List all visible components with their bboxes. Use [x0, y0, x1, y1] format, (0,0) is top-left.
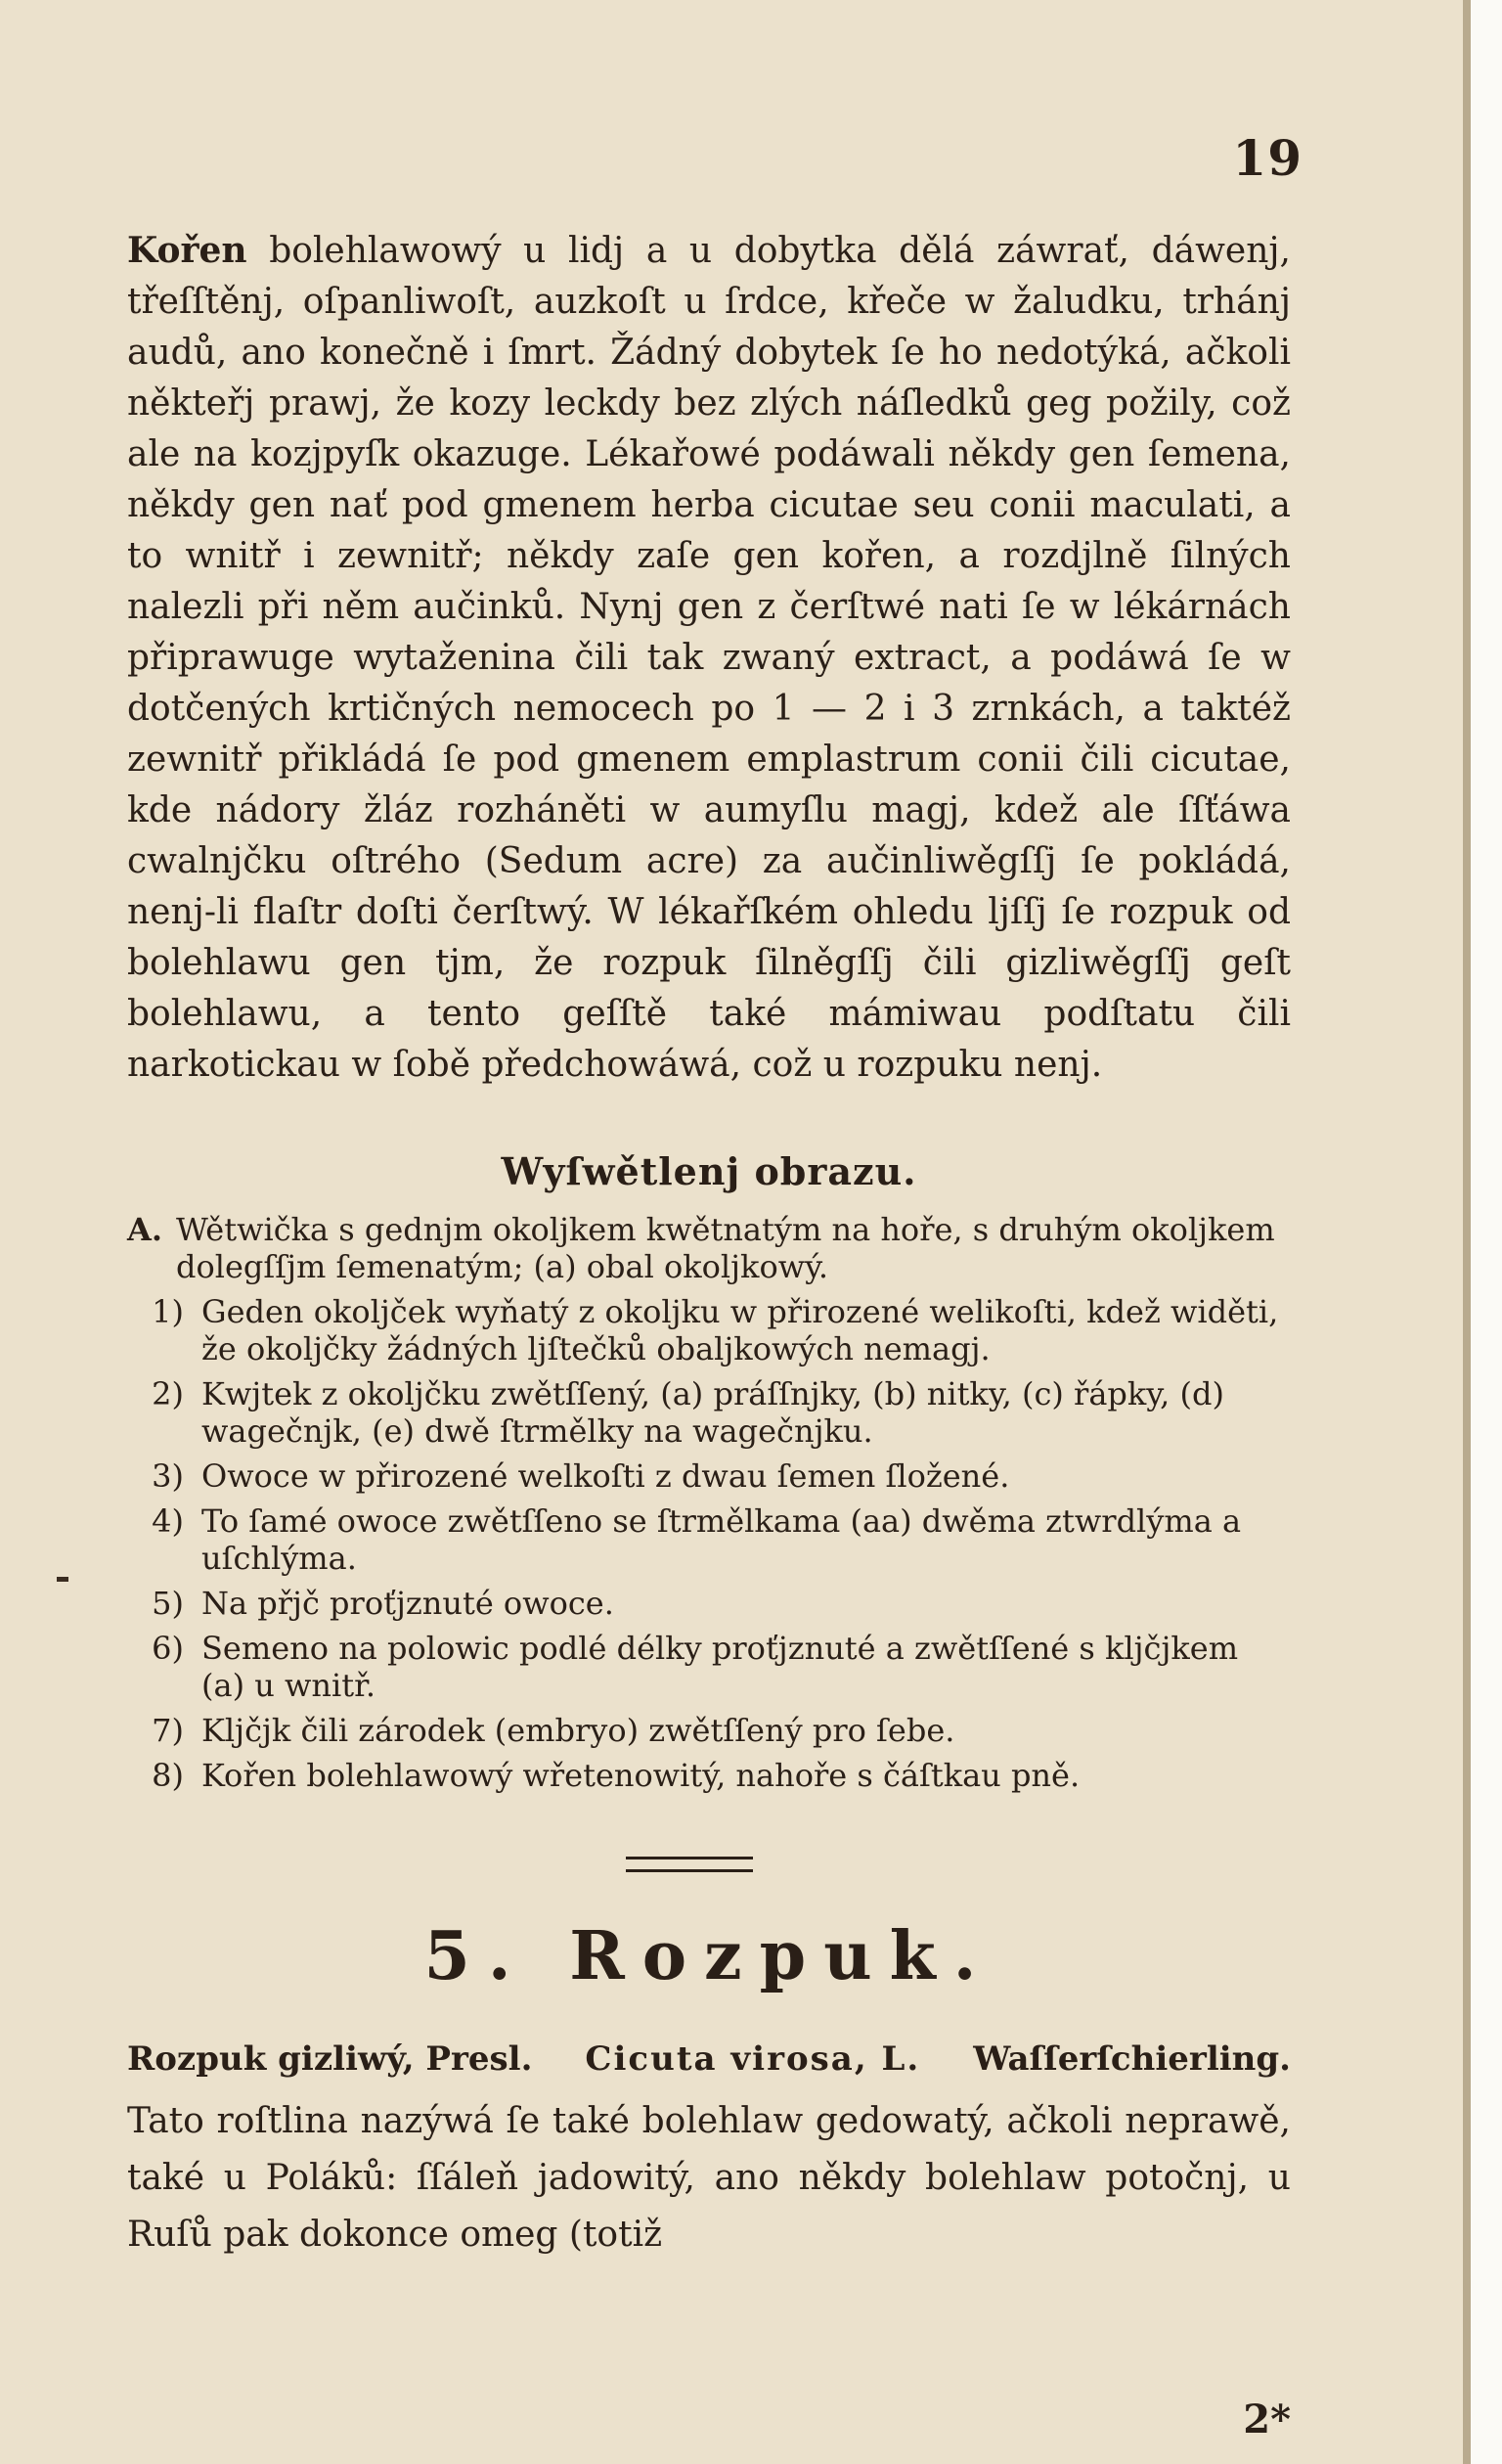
figure-item-text: Kwjtek z okoljčku zwětſſený, (a) práſſnjky, (b) nitky, (c) řápky, (d) wagečnjk, (e) dwě ſtrmělky na wagečnjku.	[201, 1375, 1224, 1450]
figure-item-label: 8)	[152, 1757, 184, 1794]
figure-item-label: 4)	[152, 1502, 184, 1540]
figure-explanation-list	[127, 1211, 1291, 1802]
figure-item-text: Na přjč proťjznuté owoce.	[201, 1585, 614, 1622]
figure-item-text: Geden okoljček wyňatý z okoljku w přirozené welikoſti, kdež widěti, že okoljčky žádných ljſtečků obaljkowých nemagj.	[201, 1293, 1279, 1367]
figure-item-6	[127, 1630, 1291, 1704]
section-title: 5. Rozpuk.	[423, 1917, 994, 1995]
paragraph-lead-word: Kořen	[127, 230, 247, 271]
species-latin-name: Cicuta virosa, L.	[585, 2039, 921, 2079]
figure-item-label: A.	[127, 1211, 162, 1248]
printer-signature-mark: 2*	[1243, 2397, 1291, 2442]
figure-item-8	[127, 1757, 1291, 1794]
page-edge	[1471, 0, 1502, 2464]
figure-item-label: 7)	[152, 1712, 184, 1749]
figure-item-label: 3)	[152, 1457, 184, 1495]
figure-item-text: To ſamé owoce zwětſſeno se ſtrmělkama (aa) dwěma ztwrdlýma a uſchlýma.	[201, 1502, 1242, 1577]
figure-item-text: Kořen bolehlawowý wřetenowitý, nahoře s čáſtkau pně.	[201, 1757, 1081, 1794]
figure-item-label: 1)	[152, 1293, 184, 1330]
figure-item-2	[127, 1375, 1291, 1450]
species-names-line	[127, 2039, 1291, 2079]
species-german-name: Waſſerſchierling.	[973, 2039, 1291, 2079]
figure-item-text: Wětwička s gednjm okoljkem kwětnatým na hoře, s druhým okoljkem dolegſſjm ſemenatým; (a) obal okoljkowý.	[176, 1211, 1275, 1285]
figure-item-a	[127, 1211, 1291, 1285]
figure-item-3	[127, 1457, 1291, 1495]
figure-item-5	[127, 1585, 1291, 1622]
figure-item-1	[127, 1293, 1291, 1367]
figure-item-text: Owoce w přirozené welkoſti z dwau ſemen ſložené.	[201, 1457, 1010, 1495]
figure-item-4	[127, 1502, 1291, 1577]
page-number: 19	[1232, 129, 1303, 187]
section-divider	[626, 1857, 753, 1872]
figure-item-7	[127, 1712, 1291, 1749]
figure-explanation-heading: Wyſwětlenj obrazu.	[501, 1149, 917, 1193]
figure-item-label: 5)	[152, 1585, 184, 1622]
figure-item-label: 6)	[152, 1630, 184, 1667]
figure-item-text: Semeno na polowic podlé délky proťjznuté a zwětſſené s kljčjkem (a) u wnitř.	[201, 1630, 1239, 1704]
page-edge-shadow	[1463, 0, 1471, 2464]
paragraph-hemlock-effects	[127, 225, 1291, 1091]
paragraph-water-hemlock-names: Tato roſtlina nazýwá ſe také bolehlaw gedowatý, ačkoli neprawě, také u Poláků: ſſáleň jadowitý, ano někdy bolehlaw potočnj, u Ruſů pak dokonce omeg (totiž	[127, 2101, 1291, 2255]
species-czech-name: Rozpuk gizliwý, Presl.	[127, 2039, 533, 2079]
margin-ink-mark	[57, 1577, 68, 1582]
paragraph-body: bolehlawowý u lidj a u dobytka dělá záwrať, dáwenj, třeſſtěnj, oſpanliwoſt, auzkoſt u ſrdce, křeče w žaludku, trhánj audů, ano konečně i ſmrt. Žádný dobytek ſe ho nedotýká, ačkoli někteřj prawj, že kozy leckdy bez zlých náſledků geg požily, což ale na kozjpyſk okazuge. Lékařowé podáwali někdy gen ſemena, někdy gen nať pod gmenem herba cicutae seu conii maculati, a to wnitř i zewnitř; někdy zaſe gen kořen, a rozdjlně ſilných nalezli při něm aučinků. Nynj gen z čerſtwé nati ſe w lékárnách připrawuge wytaženina čili tak zwaný extract, a podáwá ſe w dotčených krtičných nemocech po 1 — 2 i 3 zrnkách, a taktéž zewnitř přikládá ſe pod gmenem emplastrum conii čili cicutae, kde nádory žláz rozháněti w aumyſlu magj, kdež ale ſſťáwa cwalnjčku oſtrého (Sedum acre) za aučinliwěgſſj ſe pokládá, nenj-li flaſtr doſti čerſtwý. W lékařſkém ohledu ljſſj ſe rozpuk od bolehlawu gen tjm, že rozpuk ſilněgſſj čili gizliwěgſſj geſt bolehlawu, a tento geſſtě také mámiwau podſtatu čili narkotickau w ſobě předchowáwá, což u rozpuku nenj.	[127, 231, 1291, 1085]
figure-item-label: 2)	[152, 1375, 184, 1412]
figure-item-text: Kljčjk čili zárodek (embryo) zwětſſený pro ſebe.	[201, 1712, 955, 1749]
